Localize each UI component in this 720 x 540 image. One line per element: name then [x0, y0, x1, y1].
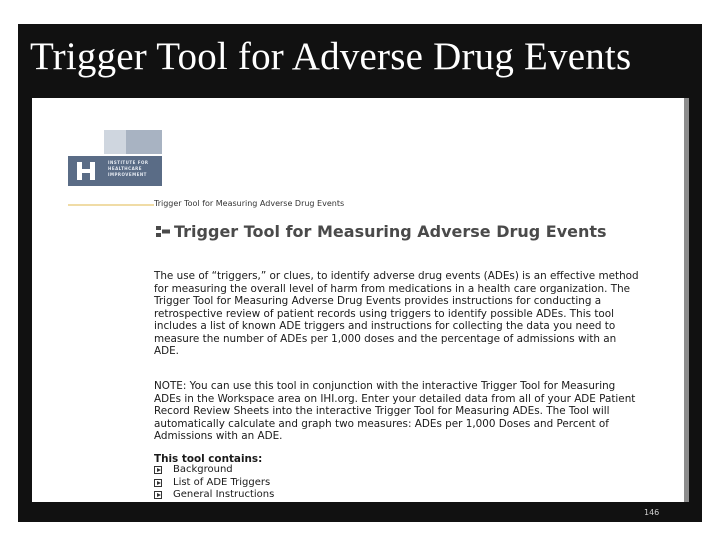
ihi-h-icon [74, 159, 98, 183]
play-bullet-icon [154, 466, 162, 474]
running-head: Trigger Tool for Measuring Adverse Drug Events [154, 199, 345, 208]
logo-text: INSTITUTE FOR HEALTHCARE IMPROVEMENT [108, 160, 149, 177]
header-rule [68, 204, 154, 206]
logo-block-dark [126, 130, 162, 154]
play-bullet-icon [154, 491, 162, 499]
list-item [154, 464, 274, 477]
list-item-label: List of ADE Triggers [173, 476, 271, 488]
play-bullet-icon [154, 479, 162, 487]
logo-block-light [104, 130, 126, 154]
list-item-label: General Instructions [173, 489, 275, 500]
contains-list [154, 464, 274, 502]
document-page-edge [684, 98, 689, 502]
document-page [32, 98, 688, 502]
heading-arrow-icon [156, 226, 170, 238]
page-number: 146 [644, 508, 660, 517]
contains-heading: This tool contains: [154, 453, 263, 465]
slide-title: Trigger Tool for Adverse Drug Events [30, 35, 632, 78]
document-heading: Trigger Tool for Measuring Adverse Drug Events [174, 222, 607, 241]
list-item [154, 489, 274, 502]
ihi-logo [68, 130, 162, 190]
list-item-label: Background [173, 464, 233, 475]
intro-paragraph: The use of “triggers,” or clues, to identify adverse drug events (ADEs) is an effective method for measuring the overall level of harm from medications in a health care organization. The Trigger Tool for Measuring Adverse Drug Events provides instructions for conducting a retrospective review of patient records using triggers to identify possible ADEs. This tool includes a list of known ADE triggers and instructions for collecting the data you need to measure the number of ADEs per 1,000 doses and the percentage of admissions with an ADE. [154, 270, 639, 357]
list-item [154, 477, 274, 490]
note-paragraph: NOTE: You can use this tool in conjunction with the interactive Trigger Tool for Measuring ADEs in the Workspace area on IHI.org. Enter your detailed data from all of your ADE Patient Record Review Sheets into the interactive Trigger Tool for Measuring ADEs. The Tool will automatically calculate and graph two measures: ADEs per 1,000 Doses and Percent of Admissions with an ADE. [154, 380, 636, 442]
